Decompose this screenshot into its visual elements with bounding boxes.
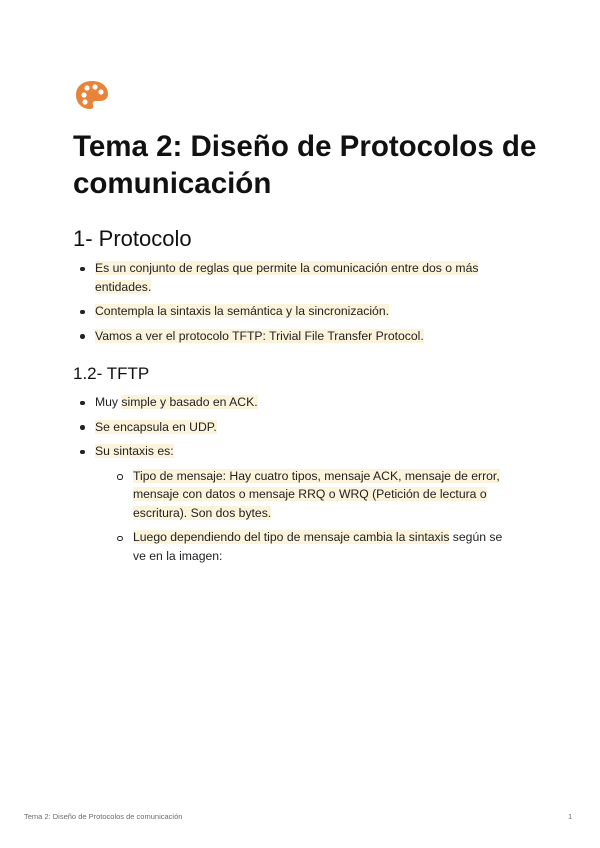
list-item-text: según se ve en la imagen: — [133, 530, 503, 563]
palette-icon — [74, 79, 110, 111]
list-item — [78, 302, 518, 321]
page-number: 1 — [568, 812, 573, 821]
list-item-highlight: Luego dependiendo del tipo de mensaje cambia la sintaxis — [133, 530, 450, 544]
list-item-highlight: Tipo de mensaje: Hay cuatro tipos, mensaje ACK, mensaje de error, mensaje con datos o mensaje RRQ o WRQ (Petición de lectura o escritura). Son dos bytes. — [133, 468, 500, 520]
section-heading-protocolo: 1- Protocolo — [73, 226, 192, 251]
section-heading-tftp: 1.2- TFTP — [73, 364, 150, 383]
list-item — [78, 259, 518, 296]
sub-list-item — [116, 467, 518, 523]
list-item — [78, 418, 518, 437]
footer-title: Tema 2: Diseño de Protocolos de comunicación — [24, 812, 183, 821]
list-item — [78, 442, 518, 565]
list-item-text: Es un conjunto de reglas que permite la comunicación entre dos o más entidades. — [95, 261, 479, 294]
protocolo-bullet-list — [78, 259, 518, 345]
list-item-highlight: simple y basado en ACK. — [121, 395, 258, 409]
sintaxis-sub-list — [95, 467, 518, 566]
tftp-bullet-list — [78, 393, 518, 565]
sub-list-item — [116, 528, 518, 565]
list-item-text: Muy — [95, 395, 122, 409]
list-item-highlight: Se encapsula en UDP. — [95, 419, 217, 434]
page-title: Tema 2: Diseño de Protocolos de comunicación — [73, 130, 537, 200]
list-item — [78, 393, 518, 412]
list-item-text: Contempla la sintaxis la semántica y la sincronización. — [95, 304, 389, 318]
list-item-highlight: Su sintaxis es: — [95, 444, 174, 458]
list-item-text: Vamos a ver el protocolo TFTP: Trivial File Transfer Protocol. — [95, 328, 424, 343]
list-item — [78, 327, 518, 346]
